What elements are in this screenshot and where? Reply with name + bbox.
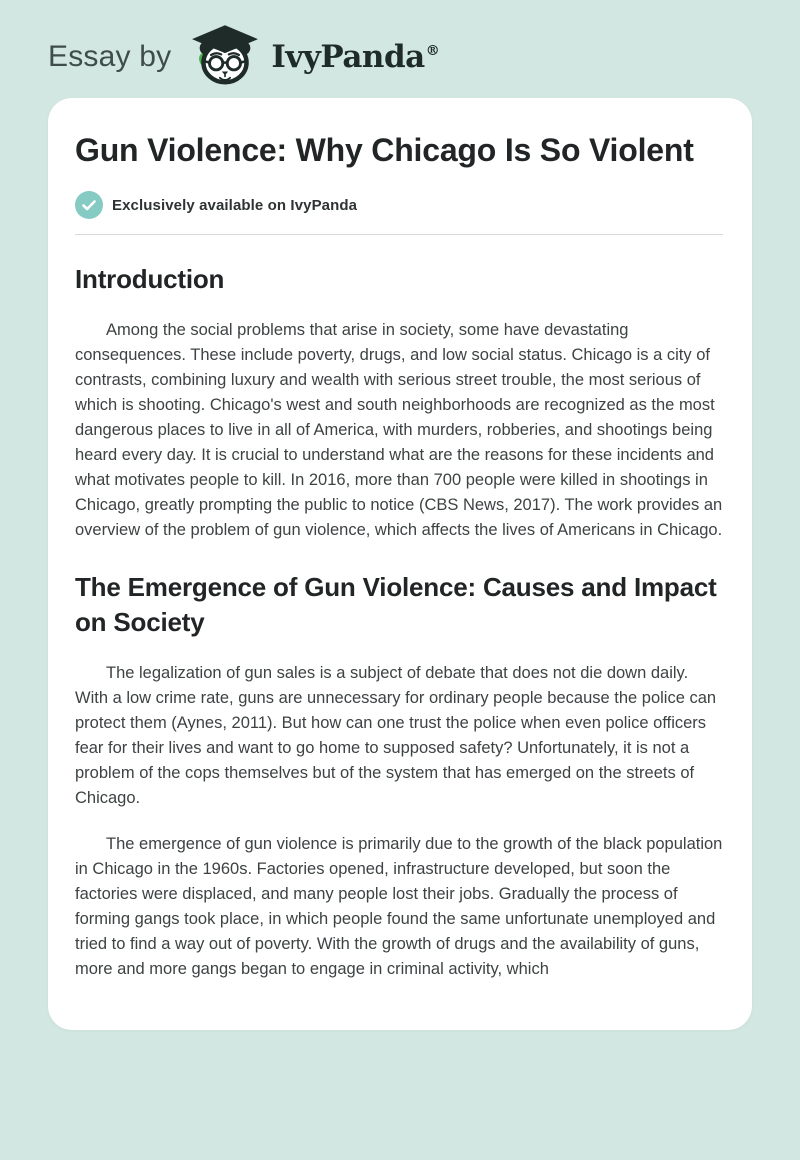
panda-graduate-icon	[187, 22, 263, 93]
essay-by-label: Essay by	[48, 40, 172, 73]
divider	[75, 234, 723, 235]
section-heading-introduction: Introduction	[75, 264, 225, 294]
paragraph: The legalization of gun sales is a subject of debate that does not die down daily. With a low crime rate, guns are unnecessary for ordinary people because the police can protect them (Aynes, 2011). But how can one trust the police when even police officers fear for their lives and want to go home to supposed safety? Unfortunately, it is not a problem of the cops themselves but of the system that has emerged on the streets of Chicago.	[75, 664, 717, 807]
brand-text: IvyPanda	[271, 38, 425, 75]
paragraph: The emergence of gun violence is primarily due to the growth of the black population in Chicago in the 1960s. Factories opened, infrastructure developed, but soon the factories were displaced, and many people lost their jobs. Gradually the process of forming gangs took place, in which people found the same unfortunate unemployed and tried to find a way out of poverty. With the growth of drugs and the availability of guns, more and more gangs began to engage in criminal activity, which	[75, 835, 723, 978]
check-icon	[75, 191, 103, 219]
brand-name[interactable]	[271, 38, 440, 75]
page-header	[0, 0, 800, 80]
ivypanda-logo[interactable]	[187, 22, 263, 93]
exclusive-badge	[75, 191, 723, 219]
essay-title: Gun Violence: Why Chicago Is So Violent	[75, 132, 694, 168]
exclusive-badge-label: Exclusively available on IvyPanda	[112, 196, 358, 214]
section-heading-emergence: The Emergence of Gun Violence: Causes and Impact on Society	[75, 572, 717, 637]
paragraph: Among the social problems that arise in society, some have devastating consequences. These include poverty, drugs, and low social status. Chicago is a city of contrasts, combining luxury and wealth with serious street trouble, the most serious of which is shooting. Chicago's west and south neighborhoods are recognized as the most dangerous places to live in all of America, with murders, robberies, and shootings being heard every day. It is crucial to understand what are the reasons for these incidents and what motivates people to kill. In 2016, more than 700 people were killed in shootings in Chicago, greatly prompting the public to notice (CBS News, 2017). The work provides an overview of the problem of gun violence, which affects the lives of Americans in Chicago.	[75, 321, 723, 539]
essay-card	[48, 98, 752, 1030]
registered-mark: ®	[425, 43, 440, 60]
